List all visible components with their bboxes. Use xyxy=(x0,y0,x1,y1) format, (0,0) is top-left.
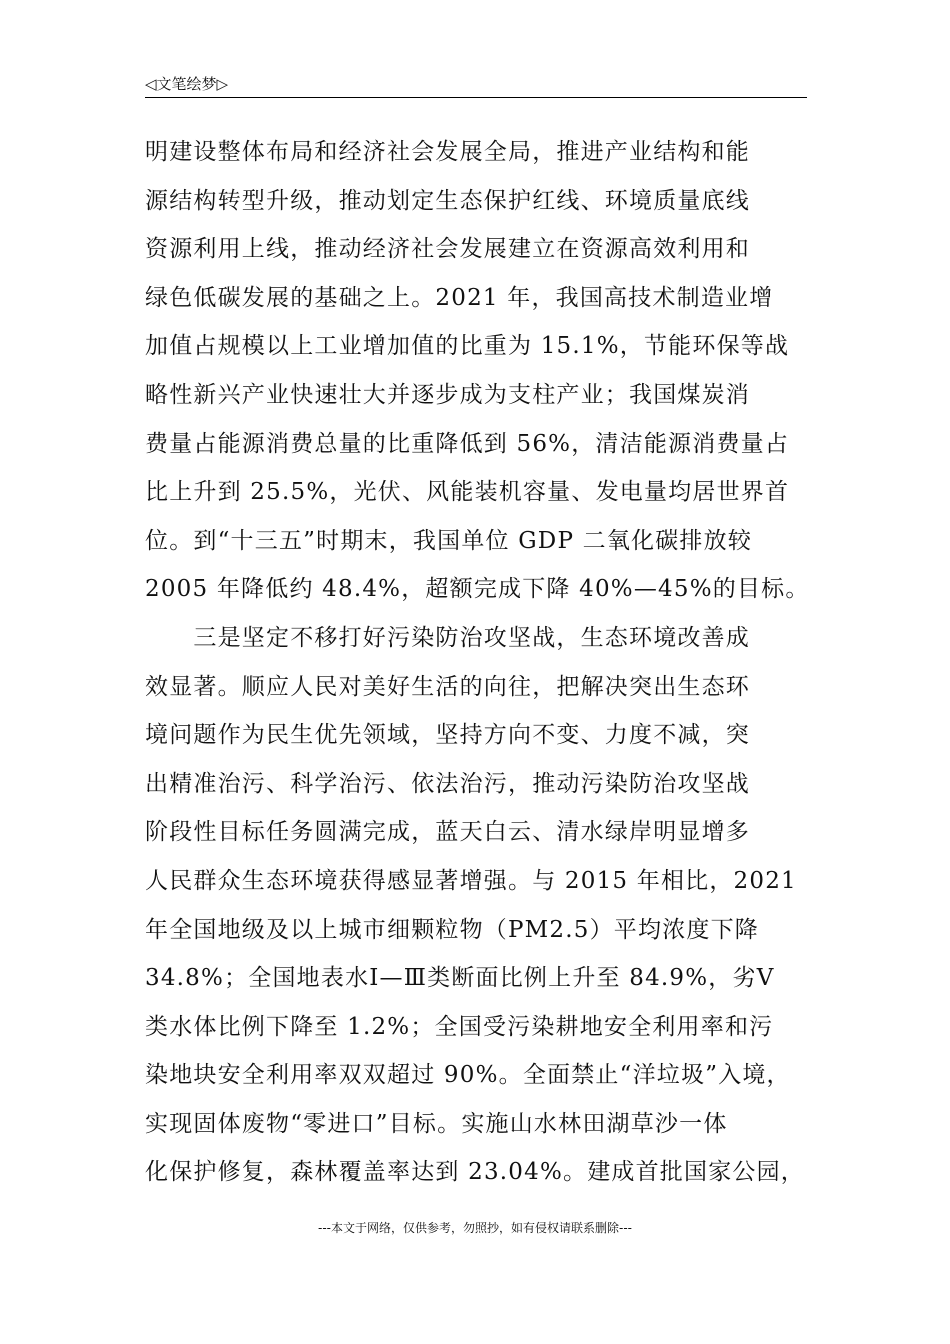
text-line: 位。到“十三五”时期末，我国单位 GDP 二氧化碳排放较 xyxy=(145,527,753,554)
text-line: 费量占能源消费总量的比重降低到 56%，清洁能源消费量占 xyxy=(145,430,790,457)
document-body xyxy=(145,128,810,1197)
text-line: 阶段性目标任务圆满完成，蓝天白云、清水绿岸明显增多 xyxy=(145,819,750,846)
header-divider xyxy=(145,97,807,98)
header-title: ◁文笔绘梦▷ xyxy=(145,75,229,93)
text-line: 明建设整体布局和经济社会发展全局，推进产业结构和能 xyxy=(145,139,750,165)
text-line: 染地块安全利用率双双超过 90%。全面禁止“洋垃圾”入境， xyxy=(145,1062,791,1089)
text-line: 类水体比例下降至 1.2%；全国受污染耕地安全利用率和污 xyxy=(145,1013,774,1040)
text-line: 三是坚定不移打好污染防治攻坚战，生态环境改善成 xyxy=(145,624,750,651)
text-line: 绿色低碳发展的基础之上。2021 年，我国高技术制造业增 xyxy=(145,284,774,311)
text-line: 2005 年降低约 48.4%，超额完成下降 40%—45%的目标。 xyxy=(145,576,810,603)
text-line: 化保护修复，森林覆盖率达到 23.04%。建成首批国家公园， xyxy=(145,1159,806,1186)
text-line: 人民群众生态环境获得感显著增强。与 2015 年相比，2021 xyxy=(145,867,797,894)
text-line: 34.8%；全国地表水Ⅰ—Ⅲ类断面比例上升至 84.9%，劣Ⅴ xyxy=(145,965,775,992)
text-line: 效显著。顺应人民对美好生活的向往，把解决突出生态环 xyxy=(145,673,750,700)
text-line: 比上升到 25.5%，光伏、风能装机容量、发电量均居世界首 xyxy=(145,479,790,506)
text-line: 资源利用上线，推动经济社会发展建立在资源高效利用和 xyxy=(145,236,750,263)
text-line: 出精准治污、科学治污、依法治污，推动污染防治攻坚战 xyxy=(145,770,750,797)
page-footer-disclaimer: ---本文于网络，仅供参考，勿照抄，如有侵权请联系删除--- xyxy=(318,1221,632,1235)
text-line: 境问题作为民生优先领域，坚持方向不变、力度不减，突 xyxy=(145,722,750,749)
text-line: 源结构转型升级，推动划定生态保护红线、环境质量底线 xyxy=(145,187,750,214)
text-line: 略性新兴产业快速壮大并逐步成为支柱产业；我国煤炭消 xyxy=(145,381,750,408)
page-header xyxy=(145,74,807,98)
text-line: 加值占规模以上工业增加值的比重为 15.1%，节能环保等战 xyxy=(145,333,790,360)
text-line: 实现固体废物“零进口”目标。实施山水林田湖草沙一体 xyxy=(145,1110,728,1137)
text-line: 年全国地级及以上城市细颗粒物（PM2.5）平均浓度下降 xyxy=(145,916,760,943)
